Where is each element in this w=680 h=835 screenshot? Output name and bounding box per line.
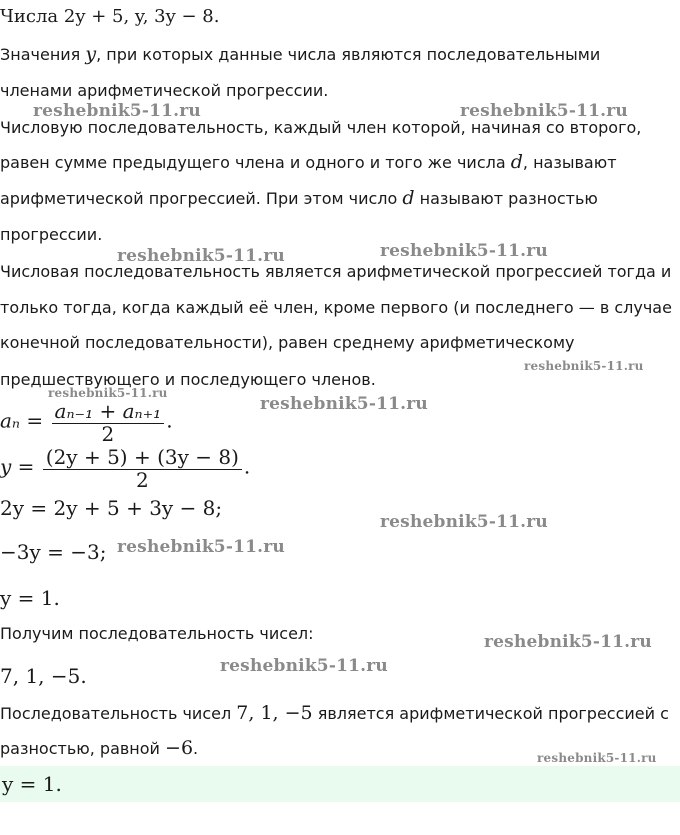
math-var: d	[402, 187, 415, 209]
fraction	[52, 400, 165, 444]
text-fragment: , при которых данные числа являются последовательными	[96, 45, 601, 64]
fraction-denominator: 2	[135, 468, 149, 492]
equation-step-1: 2y = 2y + 5 + 3y − 8;	[0, 496, 223, 520]
watermark: reshebnik5-11.ru	[33, 101, 201, 121]
equation-step-2: −3y = −3;	[0, 540, 107, 564]
text-fragment: Последовательность чисел	[0, 704, 237, 723]
text-line-7: прогрессии.	[0, 225, 103, 244]
math-inline: −6	[165, 737, 194, 759]
formula-end: .	[243, 454, 251, 479]
fraction-numerator: aₙ₋₁ + aₙ₊₁	[52, 400, 165, 424]
text-fragment: .	[193, 739, 199, 758]
text-line-5	[0, 152, 617, 173]
conclusion-line-2	[0, 738, 198, 759]
text-sequence-intro: Получим последовательность чисел:	[0, 624, 314, 643]
watermark: reshebnik5-11.ru	[48, 386, 168, 400]
fraction	[43, 446, 242, 490]
watermark: reshebnik5-11.ru	[260, 394, 428, 414]
text-line-11: предшествующего и последующего членов.	[0, 370, 376, 389]
math-var: d	[510, 151, 523, 173]
formula-lhs: aₙ =	[0, 408, 50, 433]
sequence-values: 7, 1, −5.	[0, 664, 87, 688]
watermark: reshebnik5-11.ru	[524, 359, 644, 373]
watermark: reshebnik5-11.ru	[117, 537, 285, 557]
formula-lhs: y =	[0, 454, 41, 479]
text-line-6	[0, 188, 598, 209]
text-fragment: разностью, равной	[0, 739, 166, 758]
text-fragment: называют разностью	[414, 189, 598, 208]
text-fragment: Значения	[0, 45, 86, 64]
text-fragment: является арифметической прогрессией с	[312, 704, 669, 723]
conclusion-line-1	[0, 703, 669, 724]
problem-text: Числа 2y + 5, y, 3y − 8.	[0, 6, 220, 27]
text-line-9: только тогда, когда каждый её член, кроме первого (и последнего — в случае	[0, 298, 672, 317]
answer-text: y = 1.	[2, 772, 62, 796]
answer-box	[0, 766, 680, 802]
watermark: reshebnik5-11.ru	[117, 246, 285, 266]
formula-substitution	[0, 446, 250, 490]
watermark: reshebnik5-11.ru	[537, 751, 657, 765]
watermark: reshebnik5-11.ru	[220, 656, 388, 676]
text-line-10: конечной последовательности), равен среднему арифметическому	[0, 333, 575, 352]
watermark: reshebnik5-11.ru	[484, 632, 652, 652]
text-line-8: Числовая последовательность является арифметической прогрессией тогда и	[0, 262, 672, 281]
formula-mean	[0, 400, 173, 444]
text-fragment: равен сумме предыдущего члена и одного и того же числа	[0, 153, 511, 172]
watermark: reshebnik5-11.ru	[460, 101, 628, 121]
text-fragment: , называют	[522, 153, 617, 172]
watermark: reshebnik5-11.ru	[380, 512, 548, 532]
equation-step-3: y = 1.	[0, 586, 60, 610]
math-inline: 7, 1, −5	[236, 702, 313, 724]
text-fragment: арифметической прогрессией. При этом число	[0, 189, 403, 208]
text-line-3: членами арифметической прогрессии.	[0, 81, 329, 100]
formula-end: .	[166, 408, 173, 433]
text-line-2	[0, 44, 600, 65]
math-var: y	[85, 43, 97, 65]
problem-statement	[0, 7, 219, 27]
text-line-4: Числовую последовательность, каждый член которой, начиная со второго,	[0, 118, 642, 137]
fraction-numerator: (2y + 5) + (3y − 8)	[43, 446, 242, 470]
watermark: reshebnik5-11.ru	[380, 241, 548, 261]
fraction-denominator: 2	[101, 422, 115, 446]
